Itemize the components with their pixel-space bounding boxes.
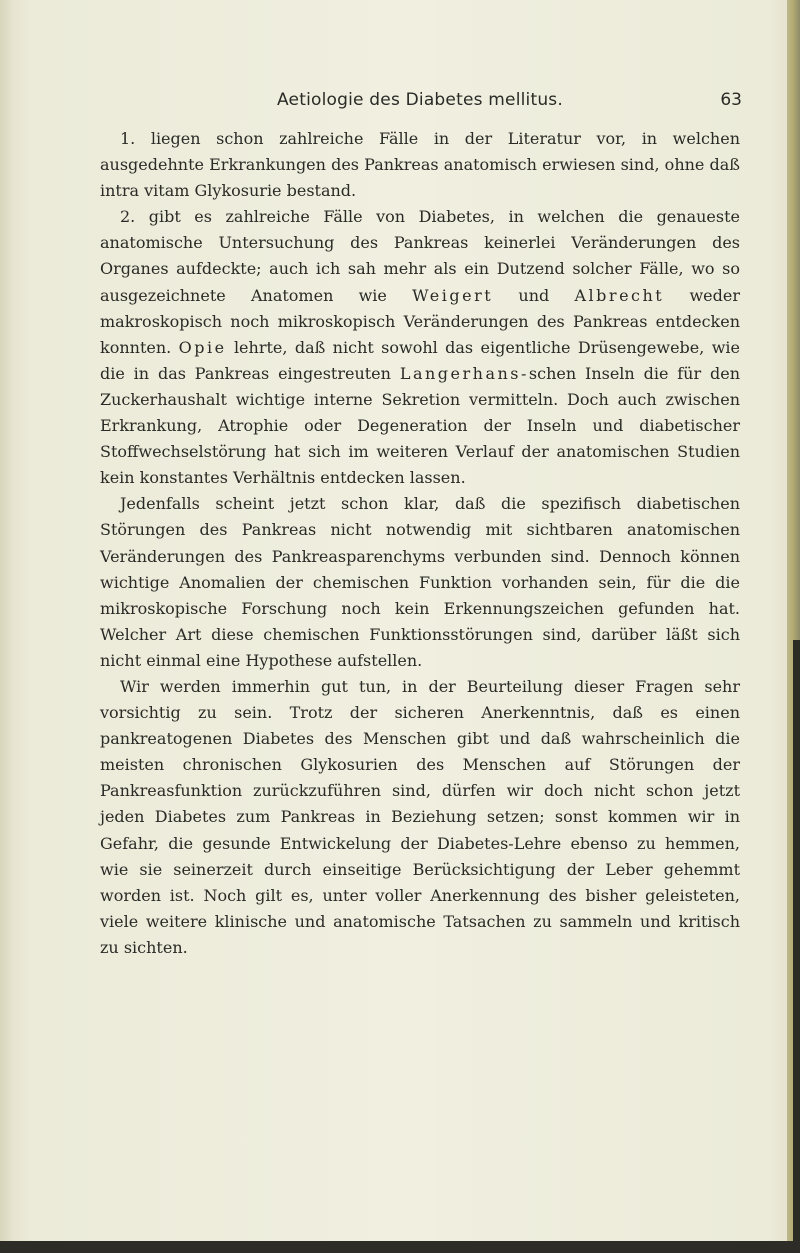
author-albrecht: Albrecht xyxy=(574,285,665,305)
paragraph-1: 1. liegen schon zahlreiche Fälle in der Literatur vor, in welchen ausgedehnte Erkrankungen des Pankreas anatomisch erwiesen sind, ohne daß intra vitam Glykosurie bestand. xyxy=(100,129,740,201)
paragraph-2-text-c: weder makroskopisch noch mikroskopisch Veränderungen des Pankreas entdecken konnten. xyxy=(100,285,740,357)
author-langerhans: Langerhans- xyxy=(399,363,529,383)
author-opie: Opie xyxy=(178,337,227,357)
scan-border xyxy=(0,1241,800,1253)
running-header xyxy=(90,90,750,118)
body-text xyxy=(100,126,740,961)
page-number: 63 xyxy=(720,90,742,110)
paragraph-3: Jedenfalls scheint jetzt schon klar, daß die spezifisch diabetischen Störungen des Pankreas nicht notwendig mit sichtbaren anatomischen Veränderungen des Pankreasparenchyms verbunden sind. Dennoch können wichtige Anomalien der chemischen Funktion vorhanden sein, für die die mikroskopische Forschung noch kein Erkennungszeichen gefunden hat. Welcher Art diese chemischen Funktionsstörungen sind, darüber läßt sich nicht einmal eine Hypothese aufstellen. xyxy=(100,494,740,670)
paragraph-2 xyxy=(100,204,740,491)
paragraph-2-text-d: lehrte, daß nicht sowohl das eigentliche Drüsengewebe, wie die in das Pankreas eingestreuten xyxy=(100,337,740,383)
paragraph-4: Wir werden immerhin gut tun, in der Beurteilung dieser Fragen sehr vorsichtig zu sein. Trotz der sicheren Anerkenntnis, daß es einen pankreatogenen Diabetes des Menschen gibt und daß wahrscheinlich die meisten chronischen Glykosurien des Menschen auf Störungen der Pankreasfunktion zurückzuführen sind, dürfen wir doch nicht schon jetzt jeden Diabetes zum Pankreas in Beziehung setzen; sonst kommen wir in Gefahr, die gesunde Entwickelung der Diabetes-Lehre ebenso zu hemmen, wie sie seinerzeit durch einseitige Berücksichtigung der Leber gehemmt worden ist. Noch gilt es, unter voller Anerkennung des bisher geleisteten, viele weitere klinische und anatomische Tatsachen zu sammeln und kritisch zu sichten. xyxy=(100,676,740,957)
paragraph-2-text-a: 2. gibt es zahlreiche Fälle von Diabetes, in welchen die genaueste anatomische Untersuchung des Pankreas keinerlei Veränderungen des Organes aufdeckte; auch ich sah mehr als ein Dutzend solcher Fälle, wo so ausgezeichnete Anatomen wie xyxy=(100,207,740,305)
paragraph-2-text-e: schen Inseln die für den Zuckerhaushalt wichtige interne Sekretion vermitteln. Doch auch zwischen Erkrankung, Atrophie oder Degeneration der Inseln und diabetischer Stoffwechselstörung hat sich im weiteren Verlauf der anatomischen Studien kein konstantes Verhältnis entdecken lassen. xyxy=(100,363,740,488)
page-edge-shadow xyxy=(793,640,800,1253)
running-title: Aetiologie des Diabetes mellitus. xyxy=(277,90,563,110)
author-weigert: Weigert xyxy=(412,285,494,305)
page-gutter-shadow xyxy=(0,0,14,1253)
paragraph-2-text-b: und xyxy=(493,285,575,305)
